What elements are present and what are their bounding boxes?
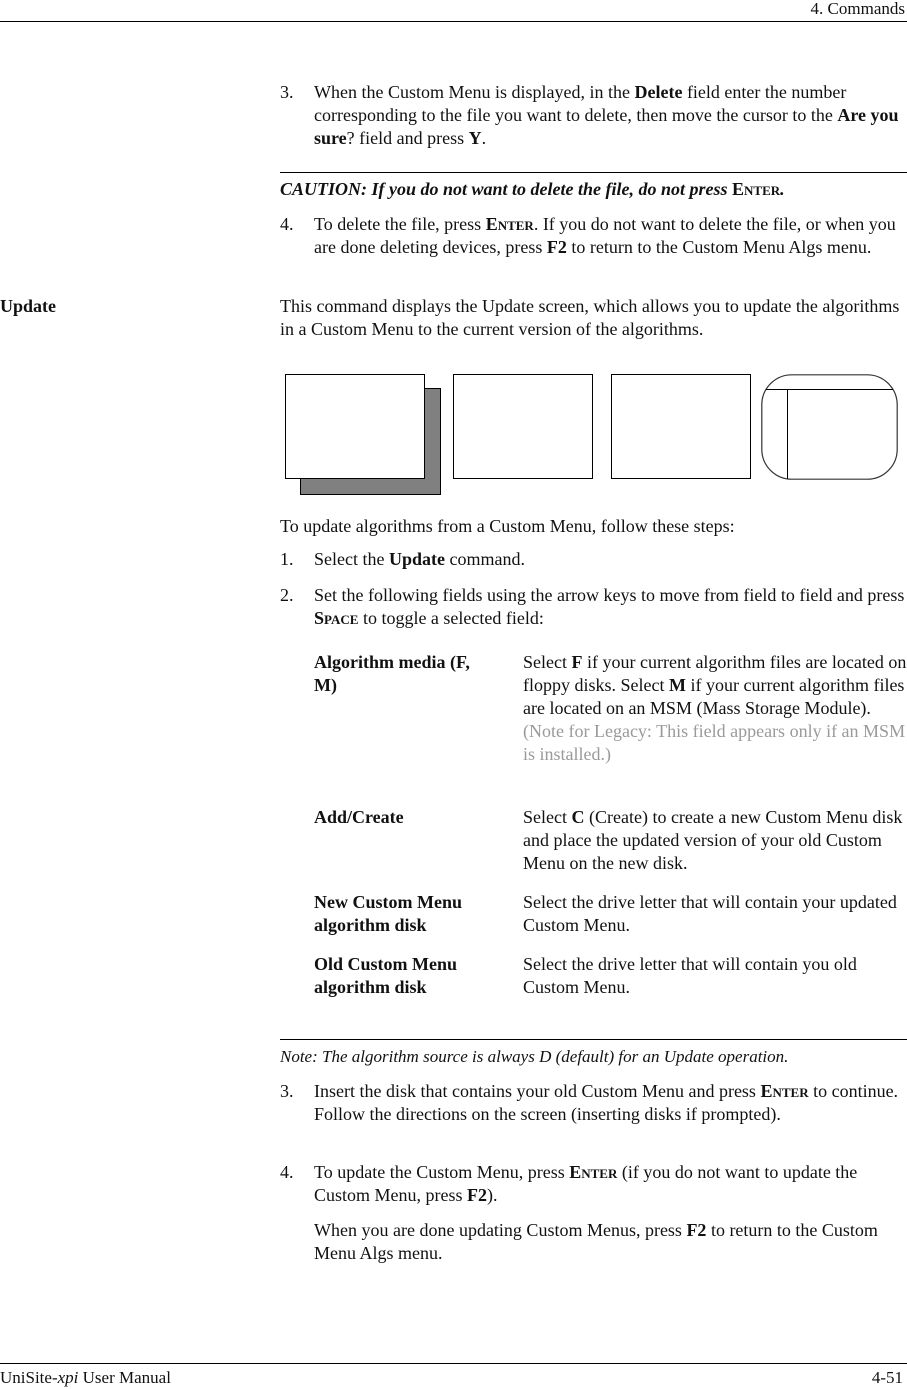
step-number: 4. — [280, 214, 294, 234]
step-number: 3. — [280, 82, 294, 102]
page-number: 4-51 — [871, 1368, 903, 1387]
field-description: Select F if your current algorithm files are located on floppy disks. Select M if your current algorithm files are located on an MSM (Mass Storage Module). (Note for Legacy: This field appears only if an MSM is installed.) — [523, 652, 907, 764]
window-icon — [611, 374, 751, 479]
footer-manual-title: UniSite-xpi User Manual — [0, 1368, 171, 1387]
field-term: Algorithm media (F, M) — [314, 652, 470, 695]
field-description: Select C (Create) to create a new Custom Menu disk and place the updated version of your old Custom Menu on the new disk. — [523, 807, 903, 873]
command-term-update: Update — [0, 296, 57, 316]
field-description: Select the drive letter that will contain you old Custom Menu. — [523, 954, 857, 997]
update-description: This command displays the Update screen, which allows you to update the algorithms in a Custom Menu to the current version of the algorithms. — [280, 296, 900, 339]
field-term: Old Custom Menu algorithm disk — [314, 954, 458, 997]
step-number: 2. — [280, 585, 294, 605]
window-icon — [453, 374, 593, 479]
footer-rule — [0, 1363, 907, 1364]
step-number: 1. — [280, 549, 294, 569]
caution-text: CAUTION: If you do not want to delete the file, do not press Enter. — [280, 179, 785, 199]
note-text: Note: The algorithm source is always D (default) for an Update operation. — [280, 1047, 789, 1066]
rounded-screen-icon — [761, 374, 898, 480]
field-term: New Custom Menu algorithm disk — [314, 892, 462, 935]
step-number: 4. — [280, 1162, 294, 1182]
update-step-4: To update the Custom Menu, press Enter (if you do not want to update the Custom Menu, press F2). — [314, 1162, 858, 1205]
update-intro: To update algorithms from a Custom Menu, follow these steps: — [280, 516, 735, 536]
field-description: Select the drive letter that will contain your updated Custom Menu. — [523, 892, 897, 935]
update-step-3: Insert the disk that contains your old Custom Menu and press Enter to continue. Follow the directions on the screen (inserting disks if prompted). — [314, 1081, 899, 1124]
delete-step-4: To delete the file, press Enter. If you do not want to delete the file, or when you are done deleting devices, press F2 to return to the Custom Menu Algs menu. — [314, 214, 896, 257]
legacy-note: (Note for Legacy: This field appears only if an MSM is installed.) — [523, 721, 906, 764]
caution-rule — [280, 172, 907, 173]
note-rule — [280, 1039, 907, 1040]
delete-step-3: When the Custom Menu is displayed, in the Delete field enter the number corresponding to the file you want to delete, then move the cursor to the Are you sure? field and press Y. — [314, 82, 899, 148]
front-window — [285, 374, 425, 479]
step-number: 3. — [280, 1081, 294, 1101]
update-step-2: Set the following fields using the arrow keys to move from field to field and press Space to toggle a selected field: — [314, 585, 905, 628]
header-rule — [0, 21, 907, 22]
running-header: 4. Commands — [810, 0, 905, 18]
update-closing: When you are done updating Custom Menus, press F2 to return to the Custom Menu Algs menu. — [314, 1220, 878, 1263]
field-term: Add/Create — [314, 807, 404, 827]
stacked-windows-icon — [284, 373, 442, 496]
update-step-1: Select the Update command. — [314, 549, 525, 569]
